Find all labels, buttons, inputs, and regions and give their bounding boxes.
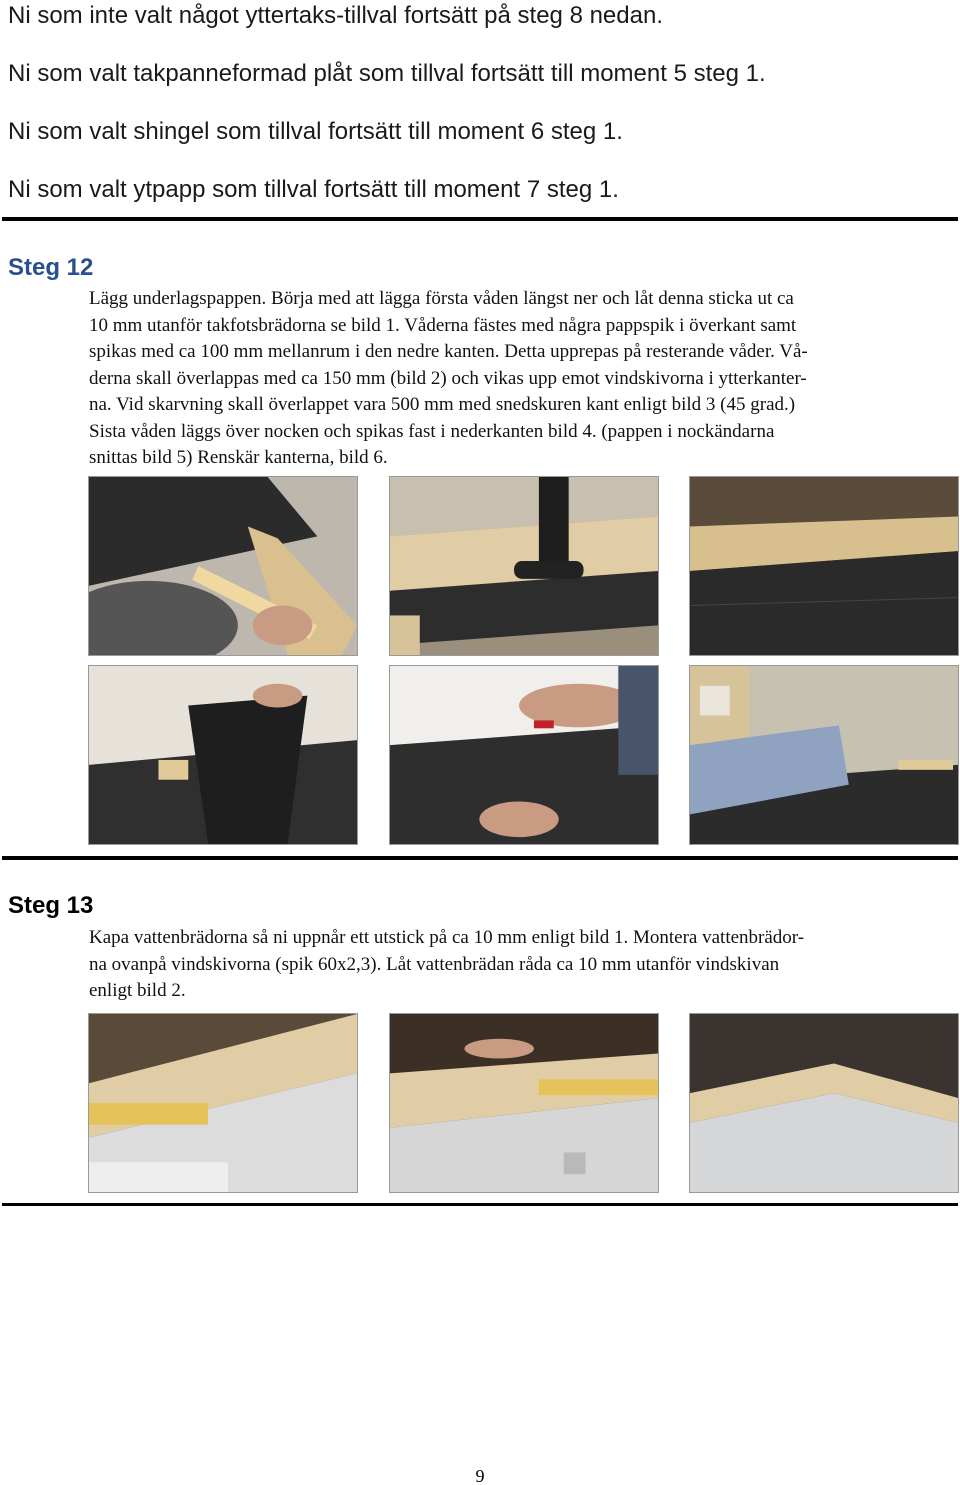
step-12-line: Lägg underlagspappen. Börja med att lägga första våden längst ner och låt denna sticka ut ca [89,288,794,309]
step-12-heading: Steg 12 [8,254,94,281]
step-12-photo-6 [689,665,959,845]
intro-line-2: Ni som valt takpanneformad plåt som tillval fortsätt till moment 5 steg 1. [8,60,766,87]
step-12-line: derna skall överlappas med ca 150 mm (bild 2) och vikas upp emot vindskivorna i ytterkanter- [89,367,807,389]
intro-line-3: Ni som valt shingel som tillval fortsätt till moment 6 steg 1. [8,118,623,145]
step-13-photo-2 [389,1013,659,1193]
step-13-text [89,925,951,1005]
step-13-photo-1 [88,1013,358,1193]
step-12-photo-5 [389,665,659,845]
step-12-photo-1 [88,476,358,656]
step-13-line: enligt bild 2. [89,980,186,1001]
section-divider [2,1203,958,1206]
intro-line-1: Ni som inte valt något yttertaks-tillval fortsätt på steg 8 nedan. [8,2,663,29]
step-12-line: spikas med ca 100 mm mellanrum i den nedre kanten. Detta upprepas på resterande våder. Vå- [89,341,808,362]
step-12-photo-2 [389,476,659,656]
step-12-line: na. Vid skarvning skall överlappet vara 500 mm med snedskuren kant enligt bild 3 (45 grad.) [89,394,796,415]
step-12-line: snittas bild 5) Renskär kanterna, bild 6. [89,447,388,468]
step-12-photo-4 [88,665,358,845]
step-12-photo-3 [689,476,959,656]
step-13-line: Kapa vattenbrädorna så ni uppnår ett utstick på ca 10 mm enligt bild 1. Montera vattenbrädor- [89,927,805,948]
step-12-line: Sista våden läggs över nocken och spikas fast i nederkanten bild 4. (pappen i nockändarna [89,420,775,442]
section-divider [2,856,958,860]
step-12-text [89,286,951,472]
step-13-photo-3 [689,1013,959,1193]
step-13-line: na ovanpå vindskivorna (spik 60x2,3). Låt vattenbrädan råda ca 10 mm utanför vindskivan [89,953,780,975]
step-12-line: 10 mm utanför takfotsbrädorna se bild 1. Våderna fästes med några pappspik i överkant samt [89,314,797,336]
intro-line-4: Ni som valt ytpapp som tillval fortsätt till moment 7 steg 1. [8,176,619,203]
step-13-heading: Steg 13 [8,892,94,919]
page-number: 9 [475,1466,485,1485]
section-divider [2,217,958,221]
